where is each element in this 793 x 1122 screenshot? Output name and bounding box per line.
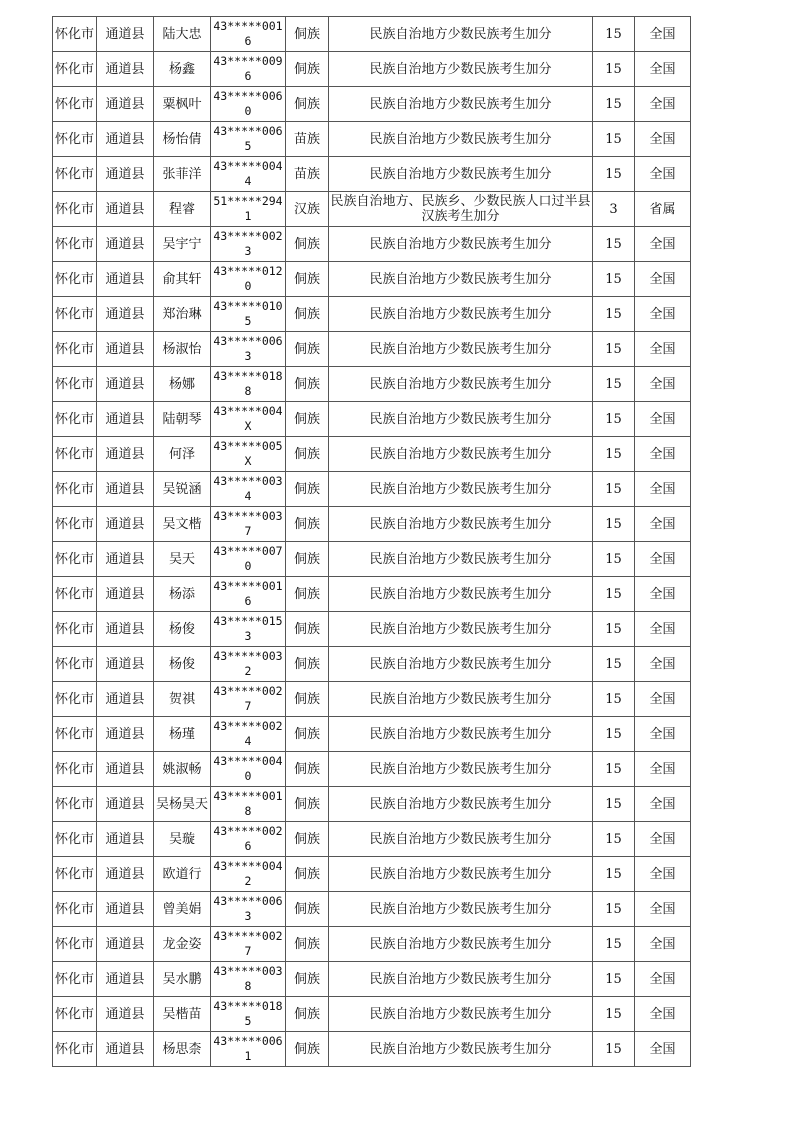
county-cell: 通道县: [97, 682, 154, 717]
bonus-reason-cell: 民族自治地方少数民族考生加分: [329, 752, 593, 787]
city-cell: 怀化市: [53, 122, 97, 157]
table-body: [53, 17, 691, 1067]
city-cell: 怀化市: [53, 962, 97, 997]
city-cell: 怀化市: [53, 1032, 97, 1067]
ethnicity-cell: 侗族: [286, 227, 329, 262]
bonus-reason-cell: 民族自治地方少数民族考生加分: [329, 1032, 593, 1067]
county-cell: 通道县: [97, 332, 154, 367]
ethnicity-cell: 侗族: [286, 437, 329, 472]
table-row: [53, 927, 691, 962]
id-number-cell: 43*****0061: [211, 1032, 286, 1067]
city-cell: 怀化市: [53, 437, 97, 472]
scope-cell: 全国: [635, 262, 691, 297]
county-cell: 通道县: [97, 17, 154, 52]
id-number-cell: 43*****0016: [211, 17, 286, 52]
city-cell: 怀化市: [53, 997, 97, 1032]
bonus-reason-cell: 民族自治地方少数民族考生加分: [329, 157, 593, 192]
bonus-points-cell: 15: [593, 647, 635, 682]
bonus-reason-cell: 民族自治地方少数民族考生加分: [329, 577, 593, 612]
name-cell: 杨瑾: [154, 717, 211, 752]
bonus-reason-cell: 民族自治地方少数民族考生加分: [329, 612, 593, 647]
city-cell: 怀化市: [53, 402, 97, 437]
table-row: [53, 752, 691, 787]
city-cell: 怀化市: [53, 647, 97, 682]
table-row: [53, 437, 691, 472]
ethnicity-cell: 侗族: [286, 857, 329, 892]
bonus-reason-cell: 民族自治地方少数民族考生加分: [329, 17, 593, 52]
county-cell: 通道县: [97, 822, 154, 857]
name-cell: 吴天: [154, 542, 211, 577]
county-cell: 通道县: [97, 892, 154, 927]
scope-cell: 全国: [635, 157, 691, 192]
city-cell: 怀化市: [53, 227, 97, 262]
city-cell: 怀化市: [53, 297, 97, 332]
name-cell: 陆大忠: [154, 17, 211, 52]
county-cell: 通道县: [97, 752, 154, 787]
ethnicity-cell: 侗族: [286, 52, 329, 87]
id-number-cell: 43*****0065: [211, 122, 286, 157]
scope-cell: 全国: [635, 612, 691, 647]
scope-cell: 全国: [635, 682, 691, 717]
name-cell: 吴锐涵: [154, 472, 211, 507]
bonus-points-cell: 15: [593, 227, 635, 262]
id-number-cell: 43*****0038: [211, 962, 286, 997]
name-cell: 何泽: [154, 437, 211, 472]
city-cell: 怀化市: [53, 332, 97, 367]
city-cell: 怀化市: [53, 787, 97, 822]
name-cell: 吴文楷: [154, 507, 211, 542]
table-row: [53, 857, 691, 892]
bonus-points-cell: 15: [593, 122, 635, 157]
bonus-reason-cell: 民族自治地方少数民族考生加分: [329, 892, 593, 927]
table-row: [53, 577, 691, 612]
table-row: [53, 17, 691, 52]
id-number-cell: 43*****0023: [211, 227, 286, 262]
name-cell: 贺祺: [154, 682, 211, 717]
name-cell: 杨淑怡: [154, 332, 211, 367]
city-cell: 怀化市: [53, 17, 97, 52]
bonus-reason-cell: 民族自治地方少数民族考生加分: [329, 297, 593, 332]
bonus-reason-cell: 民族自治地方少数民族考生加分: [329, 52, 593, 87]
county-cell: 通道县: [97, 927, 154, 962]
id-number-cell: 43*****0037: [211, 507, 286, 542]
county-cell: 通道县: [97, 542, 154, 577]
county-cell: 通道县: [97, 997, 154, 1032]
id-number-cell: 43*****0027: [211, 682, 286, 717]
id-number-cell: 43*****0018: [211, 787, 286, 822]
county-cell: 通道县: [97, 192, 154, 227]
table-row: [53, 507, 691, 542]
id-number-cell: 43*****0063: [211, 332, 286, 367]
table-row: [53, 647, 691, 682]
id-number-cell: 43*****0063: [211, 892, 286, 927]
name-cell: 杨添: [154, 577, 211, 612]
ethnicity-cell: 侗族: [286, 822, 329, 857]
name-cell: 杨俊: [154, 612, 211, 647]
scope-cell: 全国: [635, 52, 691, 87]
name-cell: 俞其轩: [154, 262, 211, 297]
city-cell: 怀化市: [53, 192, 97, 227]
county-cell: 通道县: [97, 717, 154, 752]
bonus-reason-cell: 民族自治地方、民族乡、少数民族人口过半县汉族考生加分: [329, 192, 593, 227]
bonus-points-cell: 15: [593, 262, 635, 297]
id-number-cell: 43*****0016: [211, 577, 286, 612]
bonus-points-cell: 15: [593, 682, 635, 717]
bonus-points-cell: 15: [593, 437, 635, 472]
bonus-points-cell: 15: [593, 1032, 635, 1067]
name-cell: 杨思柰: [154, 1032, 211, 1067]
bonus-points-cell: 15: [593, 612, 635, 647]
scope-cell: 全国: [635, 1032, 691, 1067]
city-cell: 怀化市: [53, 87, 97, 122]
city-cell: 怀化市: [53, 857, 97, 892]
city-cell: 怀化市: [53, 367, 97, 402]
county-cell: 通道县: [97, 367, 154, 402]
ethnicity-cell: 侗族: [286, 1032, 329, 1067]
table-row: [53, 262, 691, 297]
bonus-points-cell: 3: [593, 192, 635, 227]
scope-cell: 全国: [635, 857, 691, 892]
id-number-cell: 43*****005X: [211, 437, 286, 472]
bonus-reason-cell: 民族自治地方少数民族考生加分: [329, 122, 593, 157]
county-cell: 通道县: [97, 612, 154, 647]
ethnicity-cell: 侗族: [286, 507, 329, 542]
bonus-reason-cell: 民族自治地方少数民族考生加分: [329, 507, 593, 542]
table-row: [53, 682, 691, 717]
bonus-points-cell: 15: [593, 52, 635, 87]
id-number-cell: 43*****0026: [211, 822, 286, 857]
name-cell: 粟枫叶: [154, 87, 211, 122]
city-cell: 怀化市: [53, 717, 97, 752]
county-cell: 通道县: [97, 857, 154, 892]
name-cell: 杨娜: [154, 367, 211, 402]
ethnicity-cell: 侗族: [286, 262, 329, 297]
bonus-roster-table: [52, 16, 691, 1067]
bonus-points-cell: 15: [593, 87, 635, 122]
scope-cell: 全国: [635, 507, 691, 542]
id-number-cell: 43*****0042: [211, 857, 286, 892]
id-number-cell: 43*****0024: [211, 717, 286, 752]
city-cell: 怀化市: [53, 822, 97, 857]
scope-cell: 全国: [635, 997, 691, 1032]
bonus-reason-cell: 民族自治地方少数民族考生加分: [329, 472, 593, 507]
ethnicity-cell: 侗族: [286, 87, 329, 122]
bonus-reason-cell: 民族自治地方少数民族考生加分: [329, 962, 593, 997]
bonus-points-cell: 15: [593, 997, 635, 1032]
table-row: [53, 962, 691, 997]
name-cell: 吴宇宁: [154, 227, 211, 262]
name-cell: 杨俊: [154, 647, 211, 682]
id-number-cell: 43*****0185: [211, 997, 286, 1032]
name-cell: 吴璇: [154, 822, 211, 857]
name-cell: 姚淑畅: [154, 752, 211, 787]
table-row: [53, 122, 691, 157]
ethnicity-cell: 侗族: [286, 297, 329, 332]
ethnicity-cell: 汉族: [286, 192, 329, 227]
scope-cell: 全国: [635, 717, 691, 752]
table-row: [53, 997, 691, 1032]
bonus-points-cell: 15: [593, 472, 635, 507]
table-row: [53, 227, 691, 262]
scope-cell: 全国: [635, 962, 691, 997]
county-cell: 通道县: [97, 157, 154, 192]
bonus-reason-cell: 民族自治地方少数民族考生加分: [329, 717, 593, 752]
scope-cell: 全国: [635, 647, 691, 682]
bonus-reason-cell: 民族自治地方少数民族考生加分: [329, 927, 593, 962]
ethnicity-cell: 侗族: [286, 612, 329, 647]
city-cell: 怀化市: [53, 612, 97, 647]
id-number-cell: 43*****004X: [211, 402, 286, 437]
city-cell: 怀化市: [53, 577, 97, 612]
city-cell: 怀化市: [53, 507, 97, 542]
scope-cell: 全国: [635, 542, 691, 577]
table-row: [53, 367, 691, 402]
table-row: [53, 332, 691, 367]
scope-cell: 全国: [635, 892, 691, 927]
scope-cell: 全国: [635, 577, 691, 612]
ethnicity-cell: 侗族: [286, 892, 329, 927]
scope-cell: 全国: [635, 297, 691, 332]
scope-cell: 全国: [635, 822, 691, 857]
scope-cell: 省属: [635, 192, 691, 227]
bonus-points-cell: 15: [593, 577, 635, 612]
bonus-points-cell: 15: [593, 507, 635, 542]
id-number-cell: 43*****0070: [211, 542, 286, 577]
ethnicity-cell: 侗族: [286, 332, 329, 367]
ethnicity-cell: 侗族: [286, 647, 329, 682]
bonus-points-cell: 15: [593, 297, 635, 332]
county-cell: 通道县: [97, 262, 154, 297]
ethnicity-cell: 侗族: [286, 717, 329, 752]
scope-cell: 全国: [635, 472, 691, 507]
bonus-points-cell: 15: [593, 367, 635, 402]
table-row: [53, 1032, 691, 1067]
bonus-points-cell: 15: [593, 892, 635, 927]
table-row: [53, 87, 691, 122]
id-number-cell: 51*****2941: [211, 192, 286, 227]
city-cell: 怀化市: [53, 542, 97, 577]
scope-cell: 全国: [635, 752, 691, 787]
table-row: [53, 717, 691, 752]
scope-cell: 全国: [635, 787, 691, 822]
bonus-points-cell: 15: [593, 962, 635, 997]
ethnicity-cell: 侗族: [286, 577, 329, 612]
table-row: [53, 787, 691, 822]
name-cell: 吴杨昊天: [154, 787, 211, 822]
id-number-cell: 43*****0096: [211, 52, 286, 87]
ethnicity-cell: 侗族: [286, 367, 329, 402]
bonus-points-cell: 15: [593, 752, 635, 787]
id-number-cell: 43*****0044: [211, 157, 286, 192]
ethnicity-cell: 侗族: [286, 962, 329, 997]
name-cell: 陆朝琴: [154, 402, 211, 437]
county-cell: 通道县: [97, 577, 154, 612]
table-row: [53, 822, 691, 857]
bonus-points-cell: 15: [593, 402, 635, 437]
id-number-cell: 43*****0060: [211, 87, 286, 122]
bonus-reason-cell: 民族自治地方少数民族考生加分: [329, 262, 593, 297]
bonus-reason-cell: 民族自治地方少数民族考生加分: [329, 997, 593, 1032]
city-cell: 怀化市: [53, 927, 97, 962]
bonus-points-cell: 15: [593, 822, 635, 857]
ethnicity-cell: 侗族: [286, 752, 329, 787]
county-cell: 通道县: [97, 472, 154, 507]
ethnicity-cell: 侗族: [286, 402, 329, 437]
city-cell: 怀化市: [53, 892, 97, 927]
county-cell: 通道县: [97, 437, 154, 472]
id-number-cell: 43*****0034: [211, 472, 286, 507]
name-cell: 郑治琳: [154, 297, 211, 332]
table-row: [53, 402, 691, 437]
county-cell: 通道县: [97, 787, 154, 822]
scope-cell: 全国: [635, 17, 691, 52]
city-cell: 怀化市: [53, 752, 97, 787]
ethnicity-cell: 苗族: [286, 157, 329, 192]
name-cell: 程睿: [154, 192, 211, 227]
bonus-reason-cell: 民族自治地方少数民族考生加分: [329, 822, 593, 857]
bonus-reason-cell: 民族自治地方少数民族考生加分: [329, 402, 593, 437]
name-cell: 吴楷苗: [154, 997, 211, 1032]
scope-cell: 全国: [635, 437, 691, 472]
county-cell: 通道县: [97, 1032, 154, 1067]
scope-cell: 全国: [635, 402, 691, 437]
scope-cell: 全国: [635, 122, 691, 157]
city-cell: 怀化市: [53, 52, 97, 87]
scope-cell: 全国: [635, 332, 691, 367]
scope-cell: 全国: [635, 927, 691, 962]
county-cell: 通道县: [97, 297, 154, 332]
bonus-points-cell: 15: [593, 717, 635, 752]
city-cell: 怀化市: [53, 682, 97, 717]
ethnicity-cell: 侗族: [286, 927, 329, 962]
bonus-reason-cell: 民族自治地方少数民族考生加分: [329, 787, 593, 822]
id-number-cell: 43*****0040: [211, 752, 286, 787]
ethnicity-cell: 侗族: [286, 787, 329, 822]
bonus-points-cell: 15: [593, 927, 635, 962]
county-cell: 通道县: [97, 122, 154, 157]
table-row: [53, 297, 691, 332]
county-cell: 通道县: [97, 962, 154, 997]
county-cell: 通道县: [97, 52, 154, 87]
bonus-points-cell: 15: [593, 332, 635, 367]
table-row: [53, 892, 691, 927]
county-cell: 通道县: [97, 507, 154, 542]
table-row: [53, 192, 691, 227]
county-cell: 通道县: [97, 227, 154, 262]
bonus-reason-cell: 民族自治地方少数民族考生加分: [329, 542, 593, 577]
bonus-reason-cell: 民族自治地方少数民族考生加分: [329, 682, 593, 717]
name-cell: 欧道行: [154, 857, 211, 892]
table-row: [53, 472, 691, 507]
table-row: [53, 52, 691, 87]
name-cell: 曾美娟: [154, 892, 211, 927]
bonus-points-cell: 15: [593, 787, 635, 822]
ethnicity-cell: 侗族: [286, 17, 329, 52]
bonus-reason-cell: 民族自治地方少数民族考生加分: [329, 647, 593, 682]
ethnicity-cell: 侗族: [286, 542, 329, 577]
scope-cell: 全国: [635, 87, 691, 122]
bonus-reason-cell: 民族自治地方少数民族考生加分: [329, 437, 593, 472]
name-cell: 吴水鹏: [154, 962, 211, 997]
id-number-cell: 43*****0032: [211, 647, 286, 682]
name-cell: 张菲洋: [154, 157, 211, 192]
bonus-points-cell: 15: [593, 157, 635, 192]
table-row: [53, 612, 691, 647]
bonus-points-cell: 15: [593, 857, 635, 892]
scope-cell: 全国: [635, 227, 691, 262]
id-number-cell: 43*****0188: [211, 367, 286, 402]
name-cell: 杨怡倩: [154, 122, 211, 157]
county-cell: 通道县: [97, 647, 154, 682]
name-cell: 龙金姿: [154, 927, 211, 962]
ethnicity-cell: 苗族: [286, 122, 329, 157]
city-cell: 怀化市: [53, 262, 97, 297]
name-cell: 杨鑫: [154, 52, 211, 87]
id-number-cell: 43*****0153: [211, 612, 286, 647]
county-cell: 通道县: [97, 402, 154, 437]
id-number-cell: 43*****0027: [211, 927, 286, 962]
bonus-reason-cell: 民族自治地方少数民族考生加分: [329, 367, 593, 402]
county-cell: 通道县: [97, 87, 154, 122]
ethnicity-cell: 侗族: [286, 997, 329, 1032]
scope-cell: 全国: [635, 367, 691, 402]
bonus-reason-cell: 民族自治地方少数民族考生加分: [329, 857, 593, 892]
city-cell: 怀化市: [53, 157, 97, 192]
table-row: [53, 542, 691, 577]
bonus-reason-cell: 民族自治地方少数民族考生加分: [329, 332, 593, 367]
city-cell: 怀化市: [53, 472, 97, 507]
bonus-reason-cell: 民族自治地方少数民族考生加分: [329, 227, 593, 262]
id-number-cell: 43*****0105: [211, 297, 286, 332]
bonus-points-cell: 15: [593, 542, 635, 577]
bonus-reason-cell: 民族自治地方少数民族考生加分: [329, 87, 593, 122]
ethnicity-cell: 侗族: [286, 472, 329, 507]
id-number-cell: 43*****0120: [211, 262, 286, 297]
table-row: [53, 157, 691, 192]
ethnicity-cell: 侗族: [286, 682, 329, 717]
bonus-points-cell: 15: [593, 17, 635, 52]
